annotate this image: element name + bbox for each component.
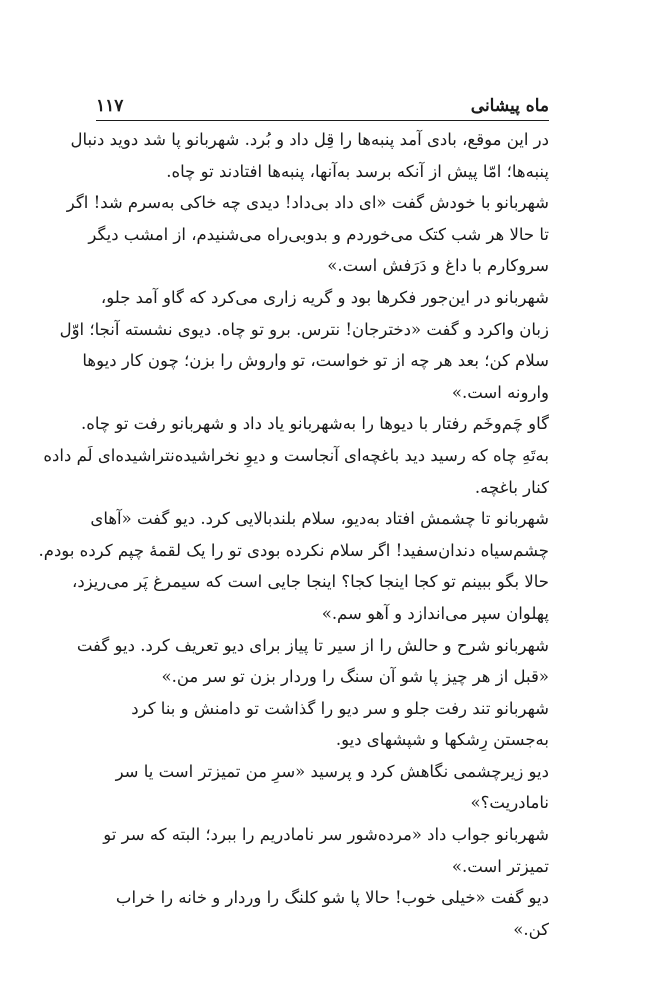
text-line: دیو گفت «خیلی خوب! حالا پا شو کلنگ را وردار و خانه را خراب <box>115 888 549 908</box>
text-line: زبان واکرد و گفت «دخترجان! نترس. برو تو چاه. دیوی نشسته آنجا؛ اوّل <box>59 319 549 339</box>
text-line: حالا بگو ببینم تو کجا اینجا کجا؟ اینجا جایی است که سیمرغ پَر می‌ریزد، <box>72 572 549 592</box>
text-line: در این موقع، بادی آمد پنبه‌ها را قِل داد و بُرد. شهربانو پا شد دوید دنبال <box>70 130 549 149</box>
text-line: تمیزتر است.» <box>451 856 549 876</box>
text-line: گاو چَم‌وخَم رفتار با دیوها را به‌شهربانو یاد داد و شهربانو رفت تو چاه. <box>80 414 549 434</box>
text-line: تا حالا هر شب کتک می‌خوردم و بدوبی‌راه می‌شنیدم، از امشب دیگر <box>88 224 549 244</box>
text-line: پنبه‌ها؛ امّا پیش از آنکه برسد به‌آنها، پنبه‌ها افتادند تو چاه. <box>166 161 549 181</box>
text-line: شهربانو در این‌جور فکرها بود و گریه زاری می‌کرد که گاو آمد جلو، <box>100 287 549 307</box>
page-header <box>96 86 549 116</box>
text-line: به‌جستن رِشکها و شپشهای دیو. <box>335 730 549 750</box>
text-line: شهربانو با خودش گفت «ای داد بی‌داد! دیدی چه خاکی به‌سرم شد! اگر <box>66 193 549 213</box>
body-text <box>38 124 549 945</box>
text-line: کنار باغچه. <box>474 477 549 497</box>
paragraph <box>76 630 549 693</box>
text-line: سلام کن؛ بعد هر چه از تو خواست، تو واروش را بزن؛ چون کار دیوها <box>82 351 549 371</box>
paragraph <box>70 124 549 187</box>
running-title: ماه پیشانی <box>470 96 549 116</box>
text-line: شهربانو شرح و حالش را از سیر تا پیاز برای دیو تعریف کرد. دیو گفت <box>76 635 549 655</box>
paragraph <box>38 503 549 629</box>
paragraph <box>96 819 549 882</box>
text-line: دیو زیرچشمی نگاهش کرد و پرسید «سرِ من تمیزتر است یا سر <box>115 761 549 781</box>
text-line: وارونه است.» <box>451 382 549 402</box>
header-rule <box>96 120 549 121</box>
text-line: نامادریت؟» <box>470 793 549 813</box>
text-line: به‌تَهِ چاه که رسید دید باغچه‌ای آنجاست و دیوِ نخراشیده‌نتراشیده‌ای لَم داده <box>43 445 549 465</box>
text-line: پهلوان سپر می‌اندازد و آهو سم.» <box>321 603 549 623</box>
paragraph <box>96 882 549 945</box>
text-line: سروکارم با داغ و دَرَفش است.» <box>327 256 549 276</box>
text-line: «قبل از هر چیز پا شو آن سنگ را وردار بزن تو سر من.» <box>161 667 549 687</box>
paragraph <box>59 282 549 408</box>
text-line: شهربانو جواب داد «مرده‌شور سر نامادریم را ببرد؛ البته که سر تو <box>103 825 549 845</box>
paragraph <box>96 756 549 819</box>
page-number: ۱۱۷ <box>96 96 124 116</box>
paragraph <box>43 408 549 503</box>
paragraph <box>66 187 549 282</box>
text-line: کن.» <box>513 919 549 939</box>
text-line: شهربانو تند رفت جلو و سر دیو را گذاشت تو دامنش و بنا کرد <box>131 698 549 718</box>
text-line: چشم‌سیاه دندان‌سفید! اگر سلام نکرده بودی تو را یک لقمهٔ چپم کرده بودم. <box>38 540 549 560</box>
paragraph <box>96 693 549 756</box>
text-line: شهربانو تا چشمش افتاد به‌دیو، سلام بلندبالایی کرد. دیو گفت «آهای <box>90 509 549 529</box>
